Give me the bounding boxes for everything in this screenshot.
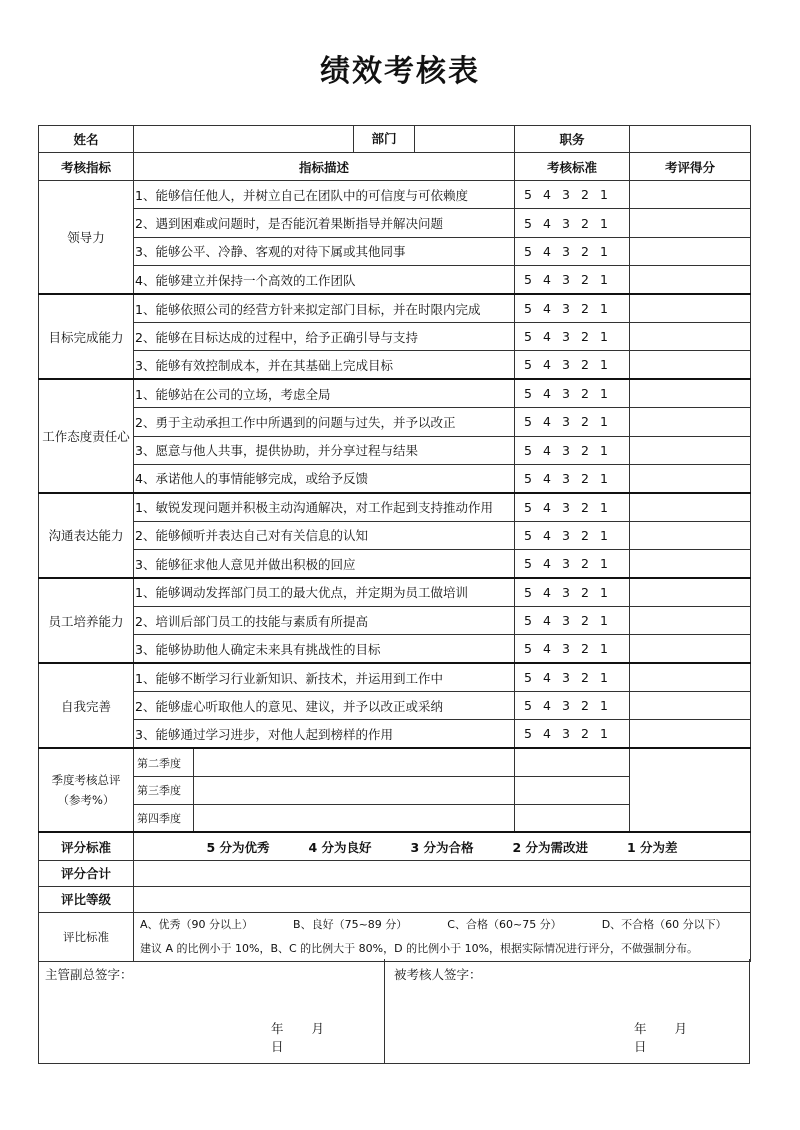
col-standard: 考核标准 [515, 153, 630, 181]
score-field[interactable] [630, 464, 751, 492]
scale-option[interactable]: 1 [600, 357, 608, 373]
rating-scale[interactable] [515, 266, 630, 294]
evaluation-row [39, 912, 751, 961]
rating-scale[interactable] [515, 209, 630, 237]
scale-option[interactable]: 5 [524, 272, 532, 288]
score-field[interactable] [630, 266, 751, 294]
score-field[interactable] [630, 294, 751, 322]
rating-scale[interactable] [515, 606, 630, 634]
criteria-row [39, 266, 751, 294]
criteria-description: 1、能够不断学习行业新知识、新技术，并运用到工作中 [134, 663, 515, 691]
assessee-date [634, 1019, 750, 1055]
scale-option[interactable]: 3 [562, 442, 570, 458]
category-label: 目标完成能力 [39, 294, 134, 379]
scale-option[interactable]: 2 [581, 272, 589, 288]
scale-option[interactable]: 1 [600, 641, 608, 657]
scale-option[interactable]: 3 [562, 613, 570, 629]
scale-option[interactable]: 3 [562, 527, 570, 543]
scale-option[interactable]: 3 [562, 215, 570, 231]
score-field[interactable] [630, 606, 751, 634]
scale-option[interactable]: 5 [524, 499, 532, 515]
criteria-description: 3、能够协助他人确定未来具有挑战性的目标 [134, 635, 515, 663]
criteria-row [39, 692, 751, 720]
criteria-row [39, 635, 751, 663]
scale-option[interactable]: 5 [524, 556, 532, 572]
scale-option[interactable]: 4 [543, 698, 551, 714]
score-field[interactable] [630, 408, 751, 436]
scale-option[interactable]: 4 [543, 357, 551, 373]
scale-option[interactable]: 4 [543, 527, 551, 543]
rating-scale[interactable] [515, 408, 630, 436]
scale-option[interactable]: 4 [543, 556, 551, 572]
quarterly-label-line1: 季度考核总评 [51, 773, 121, 788]
scale-option[interactable]: 5 [524, 414, 532, 430]
scale-option[interactable]: 5 [524, 641, 532, 657]
scale-option[interactable]: 4 [543, 243, 551, 259]
appraisal-table [38, 125, 751, 962]
supervisor-signature-label: 主管副总签字： [45, 967, 133, 982]
score-field[interactable] [630, 635, 751, 663]
name-field[interactable] [134, 126, 354, 153]
criteria-row [39, 209, 751, 237]
scale-option[interactable]: 3 [562, 641, 570, 657]
criteria-row [39, 606, 751, 634]
score-field[interactable] [630, 692, 751, 720]
day-label: 日 [271, 1039, 284, 1054]
signature-area [38, 959, 750, 1064]
criteria-row [39, 663, 751, 691]
rating-scale[interactable] [515, 521, 630, 549]
scale-option[interactable]: 5 [524, 613, 532, 629]
scale-option[interactable]: 1 [600, 386, 608, 402]
criteria-description: 1、能够依照公司的经营方针来拟定部门目标，并在时限内完成 [134, 294, 515, 322]
scale-option[interactable]: 1 [600, 243, 608, 259]
evaluation-content [134, 912, 751, 961]
criteria-row [39, 408, 751, 436]
rating-scale[interactable] [515, 294, 630, 322]
criteria-row [39, 436, 751, 464]
criteria-row [39, 521, 751, 549]
scale-option[interactable]: 2 [581, 414, 589, 430]
criteria-description: 3、能够通过学习进步，对他人起到榜样的作用 [134, 720, 515, 748]
quarter-label: 第三季度 [134, 776, 194, 804]
scale-option[interactable]: 1 [600, 726, 608, 742]
score-total-field[interactable] [134, 860, 751, 886]
dept-cell[interactable] [354, 126, 515, 153]
day-label: 日 [634, 1039, 647, 1054]
scale-option[interactable]: 3 [562, 301, 570, 316]
rating-scale[interactable] [515, 720, 630, 748]
rating-scale[interactable] [515, 578, 630, 606]
scale-option[interactable]: 2 [581, 556, 589, 572]
scale-option[interactable]: 3 [562, 414, 570, 430]
scale-option[interactable]: 3 [562, 187, 570, 203]
criteria-row [39, 493, 751, 521]
scale-option[interactable]: 1 [600, 470, 608, 486]
scale-option[interactable]: 2 [581, 584, 589, 600]
scale-option[interactable]: 1 [600, 527, 608, 543]
rating-level: 3 分为合格 [410, 839, 474, 855]
evaluation-grade: C、合格（60~75 分） [447, 917, 562, 931]
scale-option[interactable]: 3 [562, 272, 570, 288]
scale-option[interactable]: 4 [543, 613, 551, 629]
scale-option[interactable]: 3 [562, 584, 570, 600]
grade-field[interactable] [134, 886, 751, 912]
scale-option[interactable]: 3 [562, 329, 570, 345]
score-total-label: 评分合计 [39, 860, 134, 886]
quarter-standard-field[interactable] [515, 776, 630, 804]
position-label: 职务 [515, 126, 630, 153]
col-score: 考评得分 [630, 153, 751, 181]
scale-option[interactable]: 5 [524, 301, 532, 316]
scale-option[interactable]: 5 [524, 527, 532, 543]
criteria-description: 2、培训后部门员工的技能与素质有所提高 [134, 606, 515, 634]
scale-option[interactable]: 2 [581, 698, 589, 714]
scale-option[interactable]: 1 [600, 499, 608, 515]
quarter-score-field[interactable] [630, 748, 751, 832]
scale-option[interactable]: 2 [581, 726, 589, 742]
criteria-description: 1、能够站在公司的立场，考虑全局 [134, 379, 515, 407]
score-field[interactable] [630, 550, 751, 578]
quarter-value-field[interactable] [194, 804, 515, 832]
criteria-description: 2、勇于主动承担工作中所遇到的问题与过失，并予以改正 [134, 408, 515, 436]
scale-option[interactable]: 3 [562, 556, 570, 572]
criteria-description: 3、能够有效控制成本，并在其基础上完成目标 [134, 351, 515, 379]
scale-option[interactable]: 3 [562, 386, 570, 402]
rating-scale[interactable] [515, 635, 630, 663]
scale-option[interactable]: 2 [581, 215, 589, 231]
rating-scale[interactable] [515, 550, 630, 578]
scale-option[interactable]: 5 [524, 470, 532, 486]
quarterly-label [39, 748, 134, 832]
scale-option[interactable]: 4 [543, 726, 551, 742]
scale-option[interactable]: 2 [581, 357, 589, 373]
scale-option[interactable]: 1 [600, 698, 608, 714]
criteria-description: 1、能够调动发挥部门员工的最大优点，并定期为员工做培训 [134, 578, 515, 606]
scale-option[interactable]: 5 [524, 442, 532, 458]
rating-scale[interactable] [515, 322, 630, 350]
scale-option[interactable]: 2 [581, 613, 589, 629]
rating-scale[interactable] [515, 181, 630, 209]
scale-option[interactable]: 1 [600, 442, 608, 458]
scale-option[interactable]: 2 [581, 641, 589, 657]
scale-option[interactable]: 3 [562, 726, 570, 742]
evaluation-grade: D、不合格（60 分以下） [601, 917, 727, 931]
scale-option[interactable]: 1 [600, 272, 608, 288]
criteria-description: 3、能够征求他人意见并做出积极的回应 [134, 550, 515, 578]
category-label: 沟通表达能力 [39, 493, 134, 578]
supervisor-signature-box[interactable] [39, 959, 385, 1063]
scale-option[interactable]: 5 [524, 187, 532, 203]
criteria-row [39, 237, 751, 265]
rating-level: 4 分为良好 [308, 839, 372, 855]
scale-option[interactable]: 3 [562, 670, 570, 686]
scale-option[interactable]: 5 [524, 670, 532, 686]
scale-option[interactable]: 1 [600, 215, 608, 231]
position-field[interactable] [630, 126, 751, 153]
rating-scale[interactable] [515, 379, 630, 407]
scale-option[interactable]: 4 [543, 329, 551, 345]
category-label: 员工培养能力 [39, 578, 134, 663]
criteria-description: 3、愿意与他人共事，提供协助，并分享过程与结果 [134, 436, 515, 464]
month-label: 月 [311, 1021, 325, 1036]
criteria-description: 2、遇到困难或问题时，是否能沉着果断指导并解决问题 [134, 209, 515, 237]
score-total-row [39, 860, 751, 886]
scale-option[interactable]: 4 [543, 386, 551, 402]
scale-option[interactable]: 4 [543, 470, 551, 486]
scale-option[interactable]: 4 [543, 414, 551, 430]
evaluation-grade: B、良好（75~89 分） [293, 917, 408, 931]
score-field[interactable] [630, 181, 751, 209]
score-field[interactable] [630, 237, 751, 265]
category-label: 工作态度责任心 [39, 379, 134, 493]
rating-scale[interactable] [515, 692, 630, 720]
criteria-description: 4、能够建立并保持一个高效的工作团队 [134, 266, 515, 294]
criteria-row [39, 720, 751, 748]
scale-option[interactable]: 3 [562, 698, 570, 714]
page-title: 绩效考核表 [320, 54, 480, 89]
criteria-row [39, 379, 751, 407]
rating-level: 1 分为差 [626, 839, 678, 855]
evaluation-grades [140, 913, 747, 937]
evaluation-note: 建议 A 的比例小于 10%，B、C 的比例大于 80%，D 的比例小于 10%，根据实际情况进行评分，不做强制分布。 [140, 941, 699, 955]
score-field[interactable] [630, 379, 751, 407]
quarter-standard-field[interactable] [515, 748, 630, 776]
scale-option[interactable]: 5 [524, 698, 532, 714]
evaluation-grade: A、优秀（90 分以上） [140, 917, 254, 931]
scale-option[interactable]: 4 [543, 215, 551, 231]
scale-option[interactable]: 2 [581, 442, 589, 458]
criteria-row [39, 550, 751, 578]
evaluation-label: 评比标准 [39, 912, 134, 961]
scale-option[interactable]: 4 [543, 272, 551, 288]
scale-option[interactable]: 1 [600, 556, 608, 572]
criteria-row [39, 322, 751, 350]
assessee-signature-box[interactable] [384, 959, 750, 1063]
category-label: 领导力 [39, 181, 134, 295]
assessee-signature-label: 被考核人签字： [394, 967, 482, 982]
score-field[interactable] [630, 351, 751, 379]
year-label: 年 [634, 1021, 647, 1036]
rating-standard-row [39, 832, 751, 860]
quarter-standard-field[interactable] [515, 804, 630, 832]
score-field[interactable] [630, 521, 751, 549]
score-field[interactable] [630, 493, 751, 521]
quarter-row [39, 748, 751, 776]
scale-option[interactable]: 5 [524, 357, 532, 373]
scale-option[interactable]: 2 [581, 470, 589, 486]
scale-option[interactable]: 4 [543, 584, 551, 600]
quarter-value-field[interactable] [194, 776, 515, 804]
scale-option[interactable]: 4 [543, 301, 551, 316]
scale-option[interactable]: 2 [581, 243, 589, 259]
scale-option[interactable]: 3 [562, 499, 570, 515]
criteria-row [39, 294, 751, 322]
rating-scale[interactable] [515, 663, 630, 691]
criteria-description: 2、能够虚心听取他人的意见、建议，并予以改正或采纳 [134, 692, 515, 720]
scale-option[interactable]: 2 [581, 527, 589, 543]
month-label: 月 [674, 1021, 688, 1036]
scale-option[interactable]: 4 [543, 442, 551, 458]
score-field[interactable] [630, 663, 751, 691]
scale-option[interactable]: 1 [600, 329, 608, 345]
scale-option[interactable]: 5 [524, 215, 532, 231]
scale-option[interactable]: 5 [524, 584, 532, 600]
supervisor-date [271, 1019, 384, 1055]
quarterly-label-line2: （参考%） [57, 793, 115, 808]
scale-option[interactable]: 1 [600, 301, 608, 316]
score-field[interactable] [630, 322, 751, 350]
rating-scale[interactable] [515, 436, 630, 464]
rating-scale[interactable] [515, 464, 630, 492]
scale-option[interactable]: 2 [581, 187, 589, 203]
scale-option[interactable]: 2 [581, 386, 589, 402]
criteria-description: 1、能够信任他人，并树立自己在团队中的可信度与可依赖度 [134, 181, 515, 209]
rating-level: 5 分为优秀 [206, 839, 270, 855]
rating-scale[interactable] [515, 351, 630, 379]
category-label: 自我完善 [39, 663, 134, 748]
scale-option[interactable]: 5 [524, 243, 532, 259]
score-field[interactable] [630, 209, 751, 237]
scale-option[interactable]: 1 [600, 670, 608, 686]
scale-option[interactable]: 1 [600, 584, 608, 600]
scale-option[interactable]: 2 [581, 329, 589, 345]
year-label: 年 [271, 1021, 284, 1036]
col-indicator: 考核指标 [39, 153, 134, 181]
rating-level: 2 分为需改进 [512, 839, 589, 855]
scale-option[interactable]: 1 [600, 414, 608, 430]
scale-option[interactable]: 5 [524, 329, 532, 345]
criteria-row [39, 578, 751, 606]
quarter-value-field[interactable] [194, 748, 515, 776]
score-field[interactable] [630, 578, 751, 606]
scale-option[interactable]: 4 [543, 187, 551, 203]
scale-option[interactable]: 4 [543, 670, 551, 686]
criteria-description: 2、能够倾听并表达自己对有关信息的认知 [134, 521, 515, 549]
score-field[interactable] [630, 436, 751, 464]
scale-option[interactable]: 1 [600, 187, 608, 203]
scale-option[interactable]: 3 [562, 243, 570, 259]
rating-levels [137, 838, 747, 856]
col-description: 指标描述 [134, 153, 515, 181]
scale-option[interactable]: 4 [543, 641, 551, 657]
rating-standard-levels [134, 832, 751, 860]
grade-row [39, 886, 751, 912]
scale-option[interactable]: 2 [581, 499, 589, 515]
quarter-label: 第二季度 [134, 748, 194, 776]
criteria-description: 4、承诺他人的事情能够完成，或给予反馈 [134, 464, 515, 492]
quarter-label: 第四季度 [134, 804, 194, 832]
scale-option[interactable]: 4 [543, 499, 551, 515]
score-field[interactable] [630, 720, 751, 748]
criteria-row [39, 464, 751, 492]
rating-scale[interactable] [515, 237, 630, 265]
criteria-description: 2、能够在目标达成的过程中，给予正确引导与支持 [134, 322, 515, 350]
criteria-row [39, 181, 751, 209]
criteria-description: 3、能够公平、冷静、客观的对待下属或其他同事 [134, 237, 515, 265]
scale-option[interactable]: 5 [524, 386, 532, 402]
dept-label: 部门 [354, 126, 415, 152]
scale-option[interactable]: 2 [581, 301, 589, 316]
grade-label: 评比等级 [39, 886, 134, 912]
scale-option[interactable]: 1 [600, 613, 608, 629]
rating-standard-label: 评分标准 [39, 832, 134, 860]
rating-scale[interactable] [515, 493, 630, 521]
name-label: 姓名 [39, 126, 134, 153]
criteria-description: 1、敏锐发现问题并积极主动沟通解决，对工作起到支持推动作用 [134, 493, 515, 521]
scale-option[interactable]: 3 [562, 470, 570, 486]
scale-option[interactable]: 3 [562, 357, 570, 373]
criteria-row [39, 351, 751, 379]
scale-option[interactable]: 5 [524, 726, 532, 742]
scale-option[interactable]: 2 [581, 670, 589, 686]
